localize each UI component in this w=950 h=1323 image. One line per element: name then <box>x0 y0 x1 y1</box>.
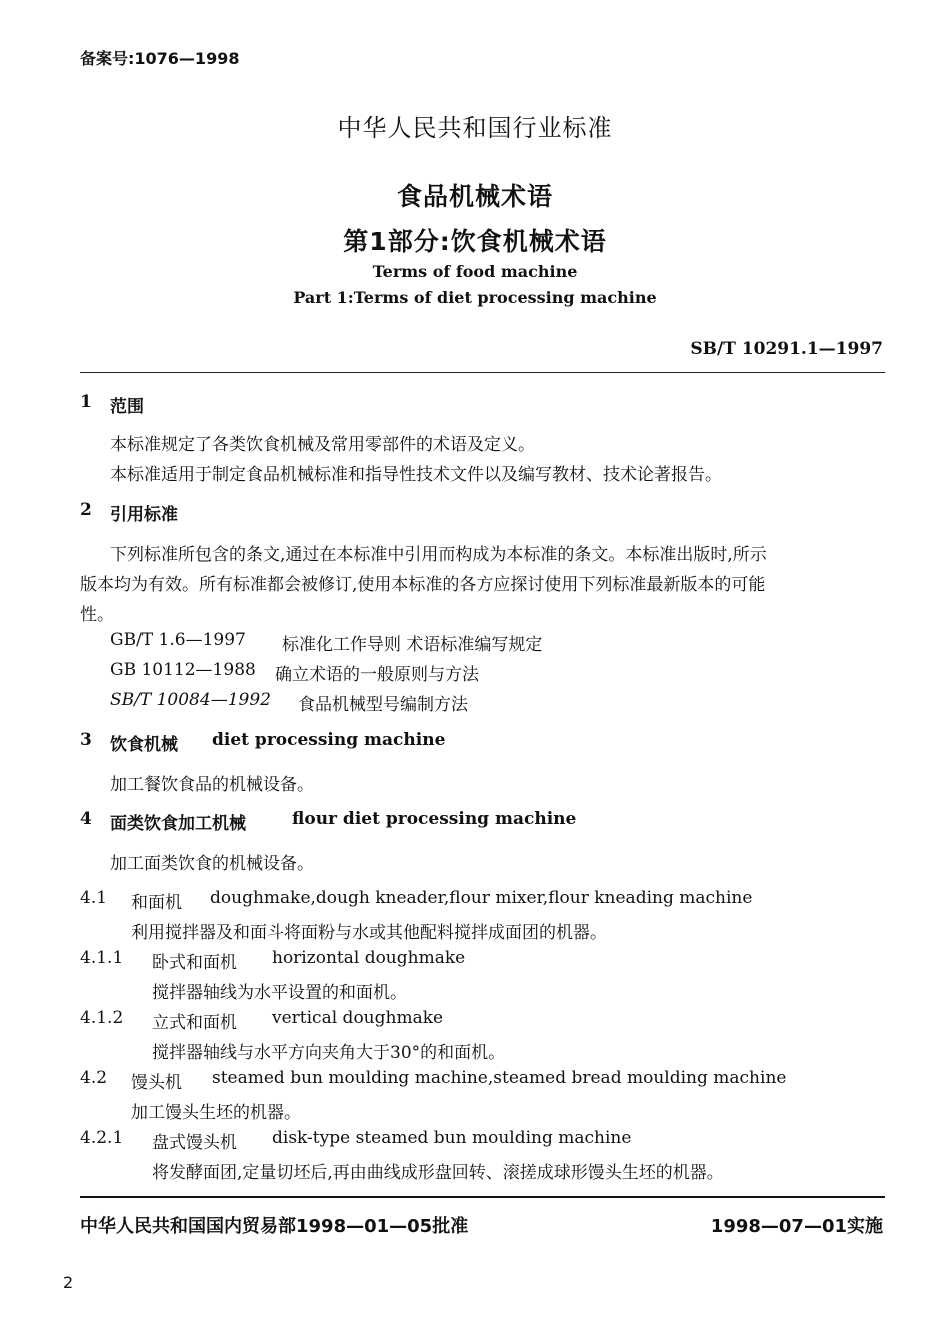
section-4-title-en: flour diet processing machine <box>292 809 577 829</box>
section-4-number: 4 <box>80 809 92 829</box>
section-1-para-1: 本标准规定了各类饮食机械及常用零部件的术语及定义。 <box>110 435 535 455</box>
term-4-1-2-number: 4.1.2 <box>80 1008 124 1028</box>
section-3-definition: 加工餐饮食品的机械设备。 <box>110 775 314 795</box>
term-4-2-1-en: disk-type steamed bun moulding machine <box>272 1128 632 1148</box>
term-4-1-1-en: horizontal doughmake <box>272 948 466 968</box>
ref-3-code: SB/T 10084—1992 <box>110 690 271 710</box>
term-4-1-2-definition: 搅拌器轴线与水平方向夹角大于30°的和面机。 <box>152 1043 506 1063</box>
standard-code: SB/T 10291.1—1997 <box>690 339 883 359</box>
term-4-2-1-definition: 将发酵面团,定量切坯后,再由曲线成形盘回转、滚搓成球形馒头生坯的机器。 <box>152 1163 724 1183</box>
section-1-title: 范围 <box>110 397 144 417</box>
term-4-1-en: doughmake,dough kneader,flour mixer,flour kneading machine <box>210 888 753 908</box>
title-zh-line1: 食品机械术语 <box>396 182 553 211</box>
term-4-2-en: steamed bun moulding machine,steamed bread moulding machine <box>212 1068 787 1088</box>
section-4-definition: 加工面类饮食的机械设备。 <box>110 854 314 874</box>
term-4-1-zh: 和面机 <box>131 893 182 913</box>
term-4-2-zh: 馒头机 <box>131 1073 182 1093</box>
term-4-1-1-number: 4.1.1 <box>80 948 124 968</box>
section-3-number: 3 <box>80 730 92 750</box>
ref-1-name: 标准化工作导则 术语标准编写规定 <box>282 635 543 655</box>
section-1-para-2: 本标准适用于制定食品机械标准和指导性技术文件以及编写教材、技术论著报告。 <box>110 465 722 485</box>
ref-1-code: GB/T 1.6—1997 <box>110 630 246 650</box>
footer-rule <box>80 1196 885 1198</box>
term-4-2-number: 4.2 <box>80 1068 108 1088</box>
section-1-number: 1 <box>80 392 92 412</box>
ref-2-code: GB 10112—1988 <box>110 660 256 680</box>
page-number: 2 <box>63 1273 74 1292</box>
section-2-title: 引用标准 <box>110 505 178 525</box>
term-4-1-definition: 利用搅拌器及和面斗将面粉与水或其他配料搅拌成面团的机器。 <box>131 923 607 943</box>
term-4-1-number: 4.1 <box>80 888 108 908</box>
section-3-title-en: diet processing machine <box>212 730 446 750</box>
ref-3-name: 食品机械型号编制方法 <box>298 695 468 715</box>
ref-2-name: 确立术语的一般原则与方法 <box>275 665 479 685</box>
header-rule <box>80 372 885 373</box>
title-en-line2: Part 1:Terms of diet processing machine <box>293 288 657 307</box>
title-zh-line2: 第1部分:饮食机械术语 <box>343 227 607 256</box>
term-4-2-1-zh: 盘式馒头机 <box>152 1133 237 1153</box>
term-4-1-2-en: vertical doughmake <box>272 1008 444 1028</box>
term-4-1-1-definition: 搅拌器轴线为水平设置的和面机。 <box>152 983 407 1003</box>
term-4-2-1-number: 4.2.1 <box>80 1128 124 1148</box>
section-2-para-line-3: 性。 <box>80 605 114 625</box>
term-4-1-1-zh: 卧式和面机 <box>152 953 237 973</box>
standard-category: 中华人民共和国行业标准 <box>337 114 613 142</box>
term-4-2-definition: 加工馒头生坯的机器。 <box>131 1103 301 1123</box>
term-4-1-2-zh: 立式和面机 <box>152 1013 237 1033</box>
footer-implementation: 1998—07—01实施 <box>710 1216 883 1237</box>
section-3-title-zh: 饮食机械 <box>110 735 178 755</box>
section-4-title-zh: 面类饮食加工机械 <box>110 814 246 834</box>
section-2-number: 2 <box>80 500 92 520</box>
filing-number: 备案号:1076—1998 <box>80 49 240 68</box>
title-en-line1: Terms of food machine <box>372 262 578 281</box>
section-2-para-line-2: 版本均为有效。所有标准都会被修订,使用本标准的各方应探讨使用下列标准最新版本的可能 <box>80 575 766 595</box>
section-2-para-line-1: 下列标准所包含的条文,通过在本标准中引用而构成为本标准的条文。本标准出版时,所示 <box>110 545 767 565</box>
footer-approval: 中华人民共和国国内贸易部1998—01—05批准 <box>80 1216 469 1237</box>
